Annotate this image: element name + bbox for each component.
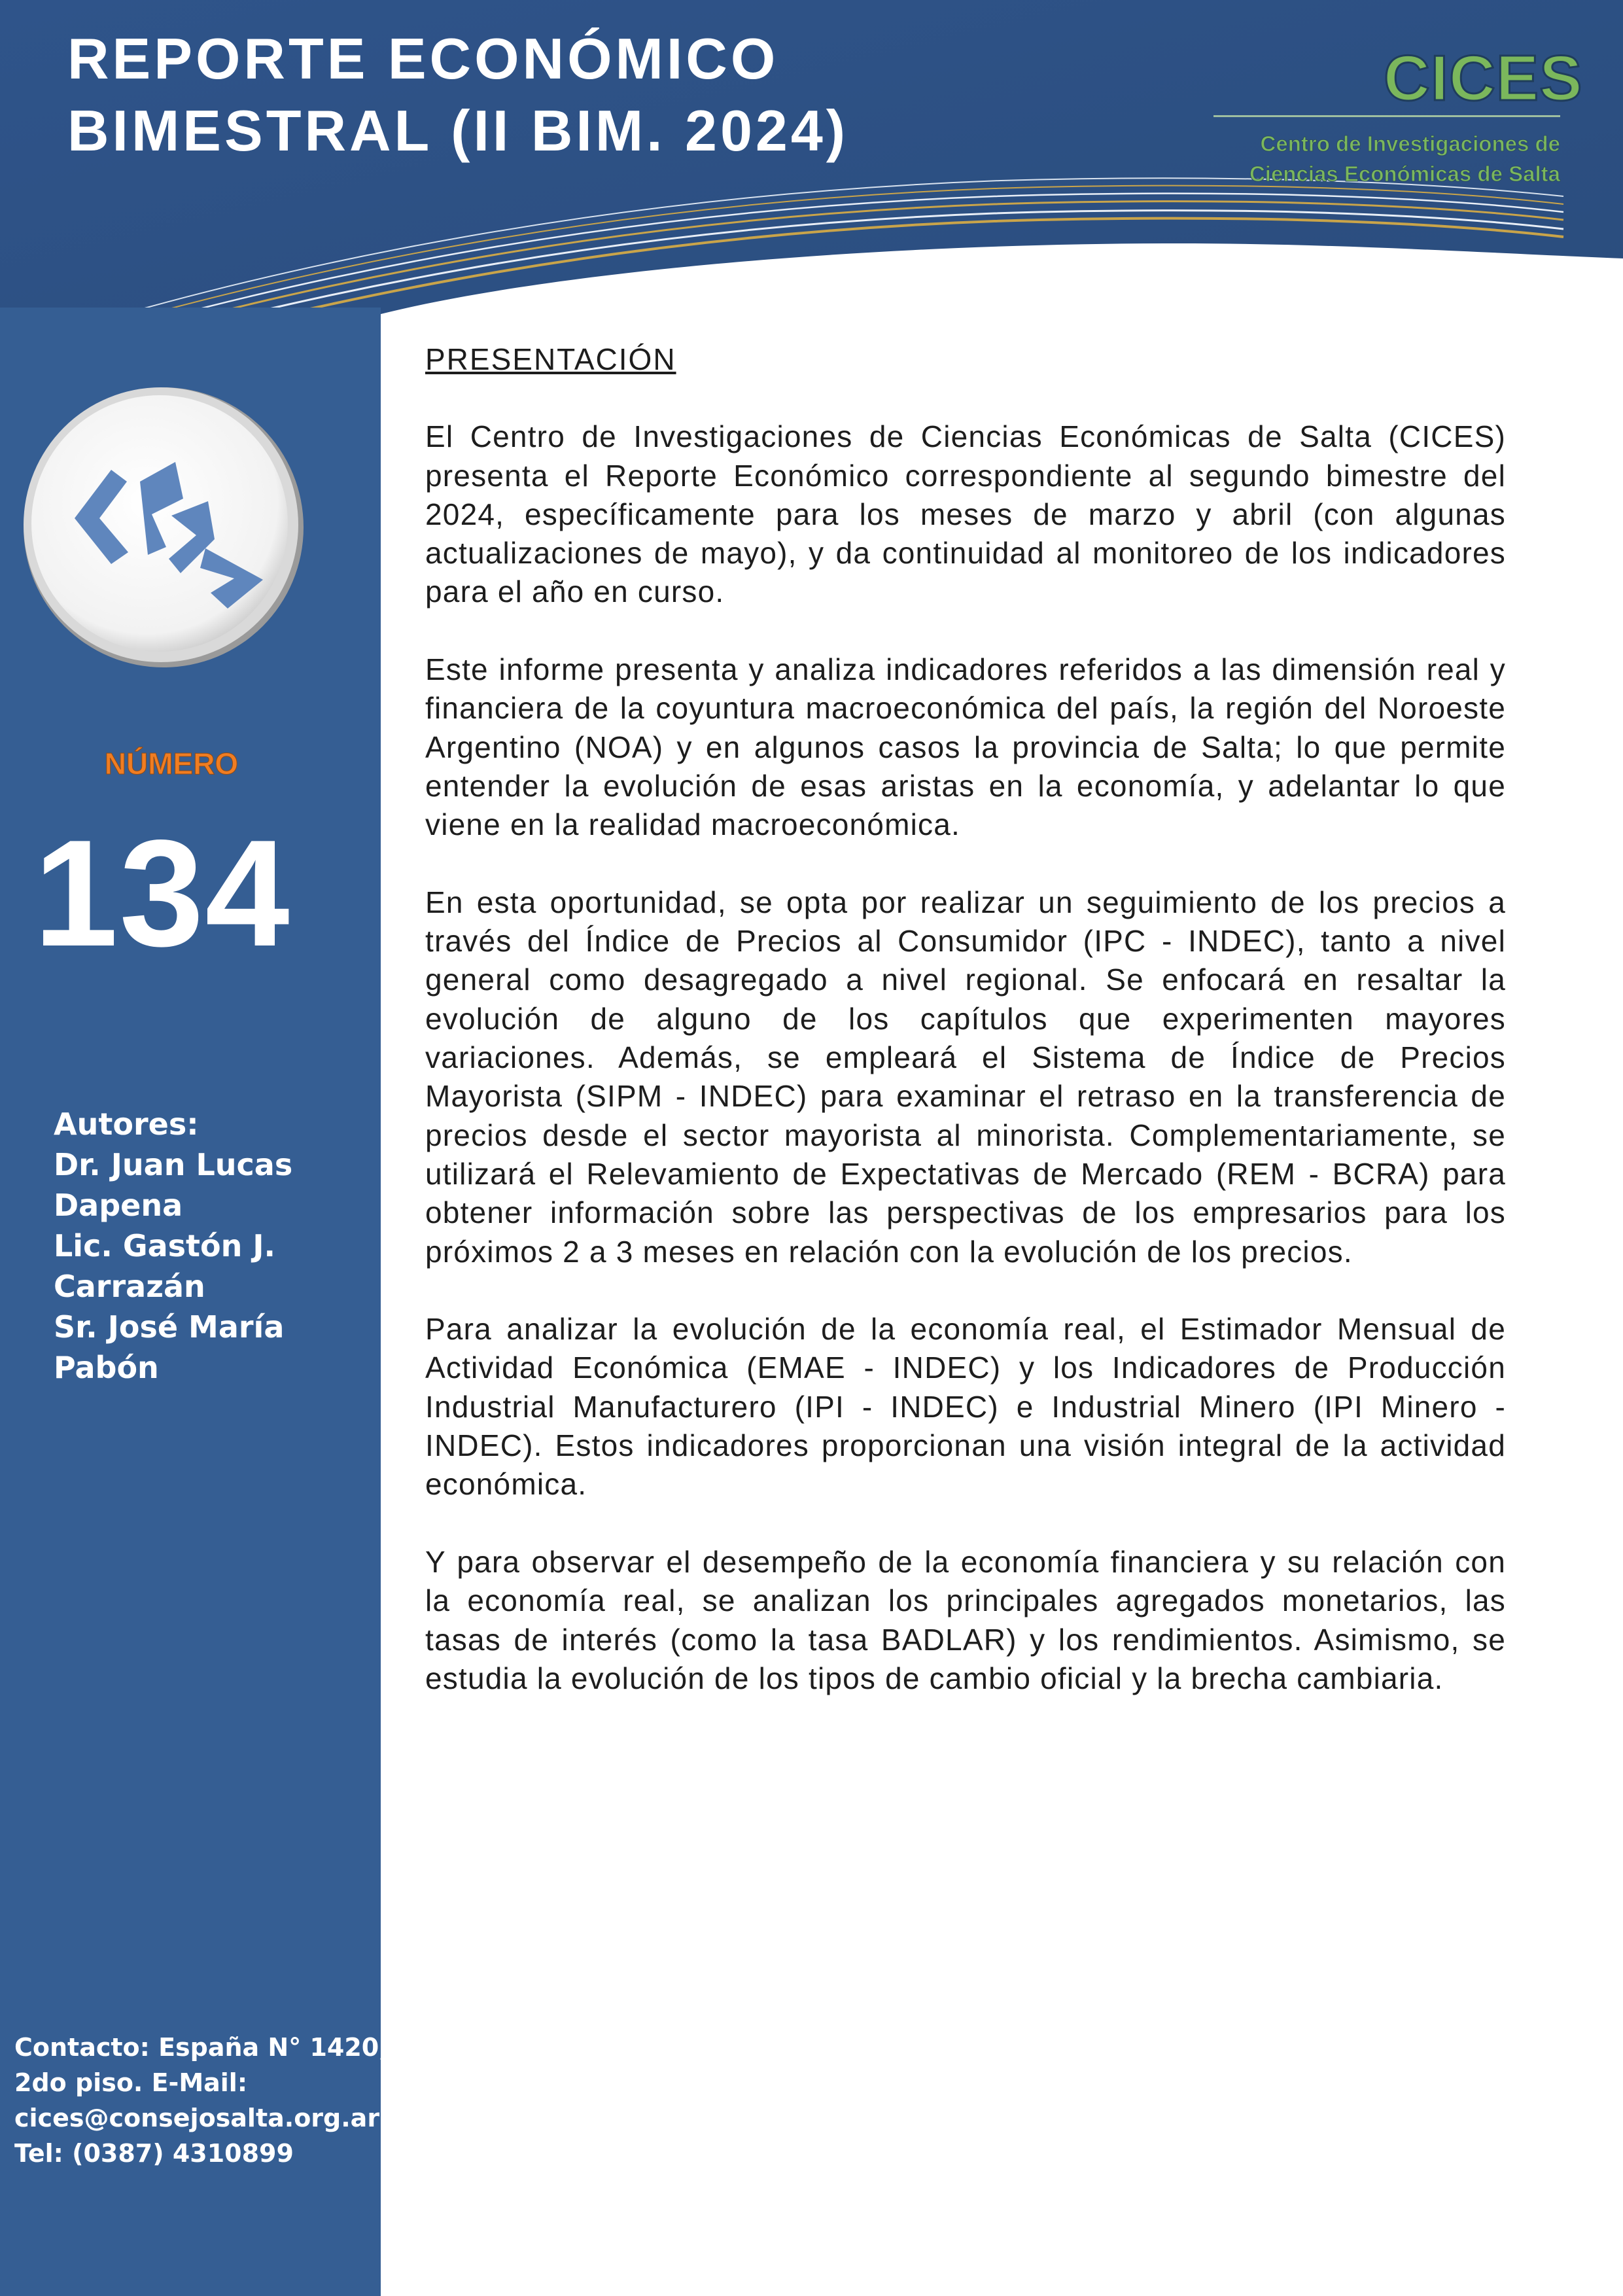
paragraph: Este informe presenta y analiza indicadores referidos a las dimensión real y financiera de la coyuntura macroeconómica del país, la región del Noroeste Argentino (NOA) y en algunos casos la provincia de Salta; lo que permite entender la evolución de esas aristas en la economía, y adelantar lo que viene en la realidad macroeconómica. [425,652,1506,842]
authors-list [54,1104,292,1388]
cices-logo-text: CICES [1384,42,1583,114]
report-title-line-1: REPORTE ECONÓMICO [67,26,779,91]
paragraph: Y para observar el desempeño de la economía financiera y su relación con la economía real, se analizan los principales agregados monetarios, las tasas de interés (como la tasa BADLAR) y los rendimientos. Asimismo, se estudia la evolución de los tipos de cambio oficial y la brecha cambiaria. [425,1544,1506,1695]
contact-phone: Tel: (0387) 4310899 [14,2139,294,2168]
authors-heading: Autores: [54,1106,199,1142]
paragraph: En esta oportunidad, se opta por realizar un seguimiento de los precios a través del Índice de Precios al Consumidor (IPC - INDEC), tanto a nivel general como desagregado a nivel regional. Se enfocará en resaltar la evolución de alguno de los capítulos que experimenten mayores variaciones. Además, se empleará el Sistema de Índice de Precios Mayorista (SIPM - INDEC) para examinar el retraso en la transferencia de precios desde el sector mayorista al minorista. Complementariamente, se utilizará el Relevamiento de Expectativas de Mercado (REM - BCRA) para obtener información sobre las perspectivas de los empresarios para los próximos 2 a 3 meses en relación con la evolución de los precios. [425,885,1506,1269]
author-line: Carrazán [54,1269,205,1304]
issue-number-label: NÚMERO [104,747,239,781]
section-heading: PRESENTACIÓN [425,342,676,376]
author-line: Lic. Gastón J. [54,1228,275,1263]
contact-email: cices@consejosalta.org.ar [14,2104,380,2132]
contact-info [14,2030,389,2171]
brand-divider [1213,115,1560,117]
author-line: Dr. Juan Lucas [54,1147,293,1182]
author-line: Sr. José María [54,1309,285,1345]
report-title-line-2: BIMESTRAL (II BIM. 2024) [67,98,849,163]
issue-number: 134 [33,809,291,978]
author-line: Pabón [54,1350,159,1385]
main-content [425,340,1506,1737]
paragraph: El Centro de Investigaciones de Ciencias Económicas de Salta (CICES) presenta el Reporte Económico correspondiente al segundo bimestre del 2024, específicamente para los meses de marzo y abril (con algunas actualizaciones de mayo), y da continuidad al monitoreo de los indicadores para el año en curso. [425,419,1506,609]
emblem-disc [31,395,288,652]
contact-floor: 2do piso. E-Mail: [14,2068,248,2097]
author-line: Dapena [54,1188,183,1223]
paragraph: Para analizar la evolución de la economía real, el Estimador Mensual de Actividad Económica (EMAE - INDEC) y los Indicadores de Producción Industrial Manufacturero (IPI - INDEC) e Industrial Minero (IPI Minero - INDEC). Estos indicadores proporcionan una visión integral de la actividad económica. [425,1312,1506,1502]
contact-address: Contacto: España N° 1420, [14,2033,389,2062]
brand-subtitle-line-2: Ciencias Económicas de Salta [1249,162,1560,186]
cpce-emblem-logo [12,383,314,669]
brand-subtitle-line-1: Centro de Investigaciones de [1260,132,1560,156]
